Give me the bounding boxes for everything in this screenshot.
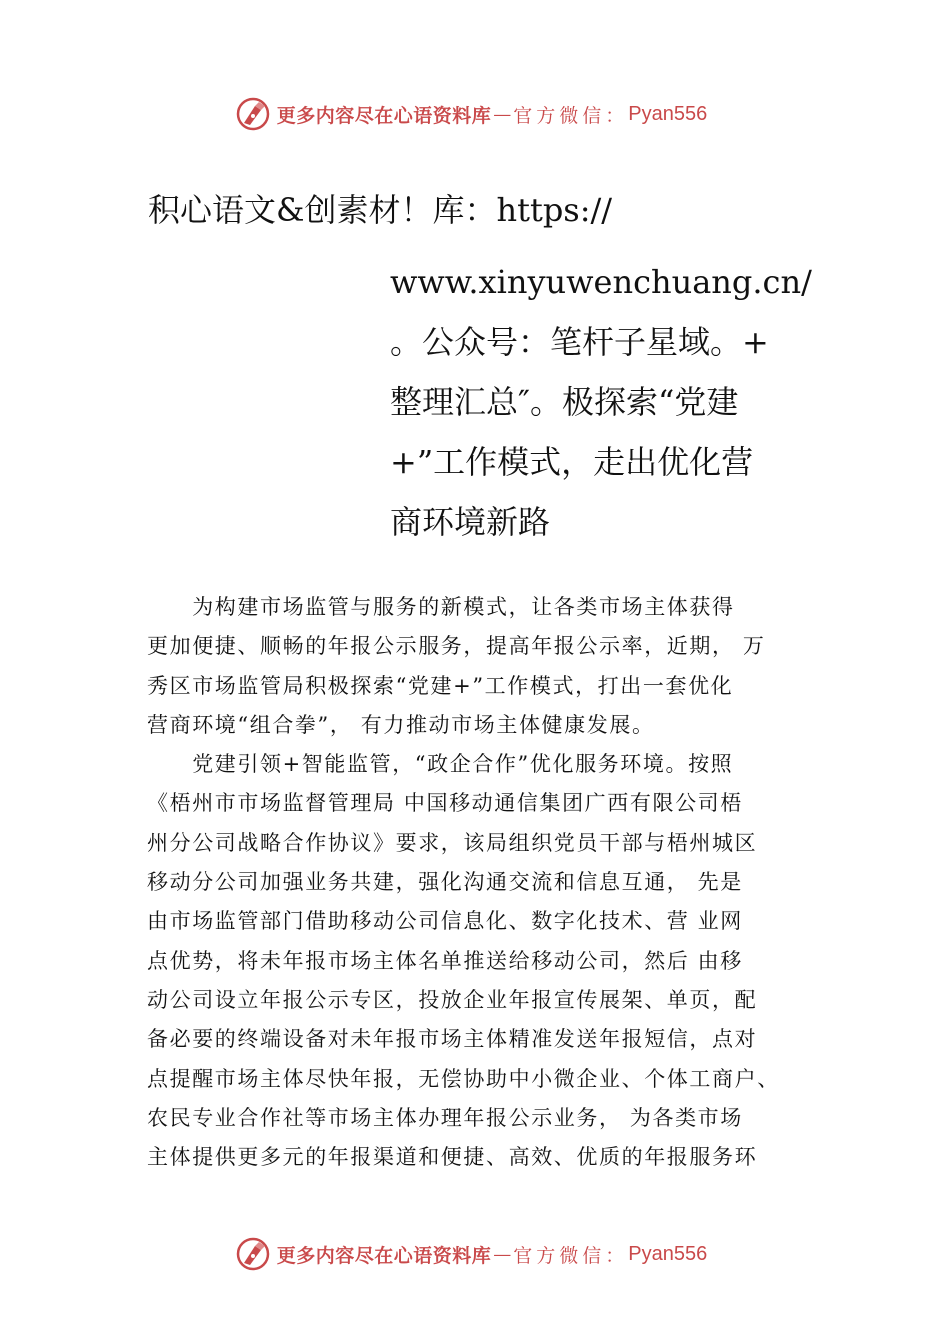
title-line: 整理汇总″。极探索“党建 — [390, 383, 739, 421]
banner-text: 更多内容尽在心语资料库 — [276, 1244, 492, 1267]
body-line: 主体提供更多元的年报渠道和便捷、高效、优质的年报服务环 — [147, 1145, 758, 1170]
body-line: 点提醒市场主体尽快年报，无偿协助中小微企业、个体工商户、 — [147, 1066, 780, 1091]
footer-banner — [0, 1232, 950, 1276]
body-line: 更加便捷、顺畅的年报公示服务，提高年报公示率，近期， 万 — [147, 634, 766, 659]
body-line: 党建引领+智能监管，“政企合作”优化服务环境。按照 — [147, 752, 734, 777]
banner-wechat-label: 官方微信： — [513, 1244, 629, 1267]
banner-wechat-label: 官方微信： — [513, 104, 629, 127]
banner-text: 更多内容尽在心语资料库 — [276, 104, 492, 127]
title-line: +”工作模式，走出优化营 — [390, 443, 754, 481]
body-line: 备必要的终端设备对未年报市场主体精准发送年报短信，点对 — [147, 1027, 758, 1052]
body-line: 《梧州市市场监督管理局 中国移动通信集团广西有限公司梧 — [147, 791, 743, 816]
title-line: www.xinyuwenchuang.cn/ — [390, 263, 812, 301]
body-line: 州分公司战略合作协议》要求，该局组织党员干部与梧州城区 — [147, 830, 758, 855]
body-line: 营商环境“组合拳”， 有力推动市场主体健康发展。 — [147, 712, 655, 737]
body-line: 为构建市场监管与服务的新模式，让各类市场主体获得 — [147, 595, 735, 619]
body-line: 由市场监管部门借助移动公司信息化、数字化技术、营 业网 — [147, 909, 743, 934]
body-line: 移动分公司加强业务共建，强化沟通交流和信息互通， 先是 — [147, 870, 743, 895]
body-line: 秀区市场监管局积极探索“党建+”工作模式，打出一套优化 — [147, 673, 734, 698]
header-banner — [0, 92, 950, 136]
title-block — [390, 252, 810, 552]
title-line-1: 积心语文&创素材！库：https:// — [148, 191, 613, 229]
banner-dash: — — [493, 103, 512, 125]
pen-nib-logo-icon — [235, 96, 271, 132]
body-line: 动公司设立年报公示专区，投放企业年报宣传展架、单页，配 — [147, 987, 758, 1012]
body-line: 农民专业合作社等市场主体办理年报公示业务， 为各类市场 — [147, 1105, 743, 1130]
article-body — [147, 588, 847, 1177]
body-line: 点优势，将未年报市场主体名单推送给移动公司，然后 由移 — [147, 948, 743, 973]
banner-wechat-id: Pyan556 — [628, 102, 708, 125]
pen-nib-logo-icon — [235, 1236, 271, 1272]
banner-wechat-id: Pyan556 — [628, 1242, 708, 1265]
banner-dash: — — [493, 1243, 512, 1265]
title-line: 。公众号：笔杆子星域。+ — [390, 323, 769, 361]
title-line: 商环境新路 — [390, 503, 551, 541]
